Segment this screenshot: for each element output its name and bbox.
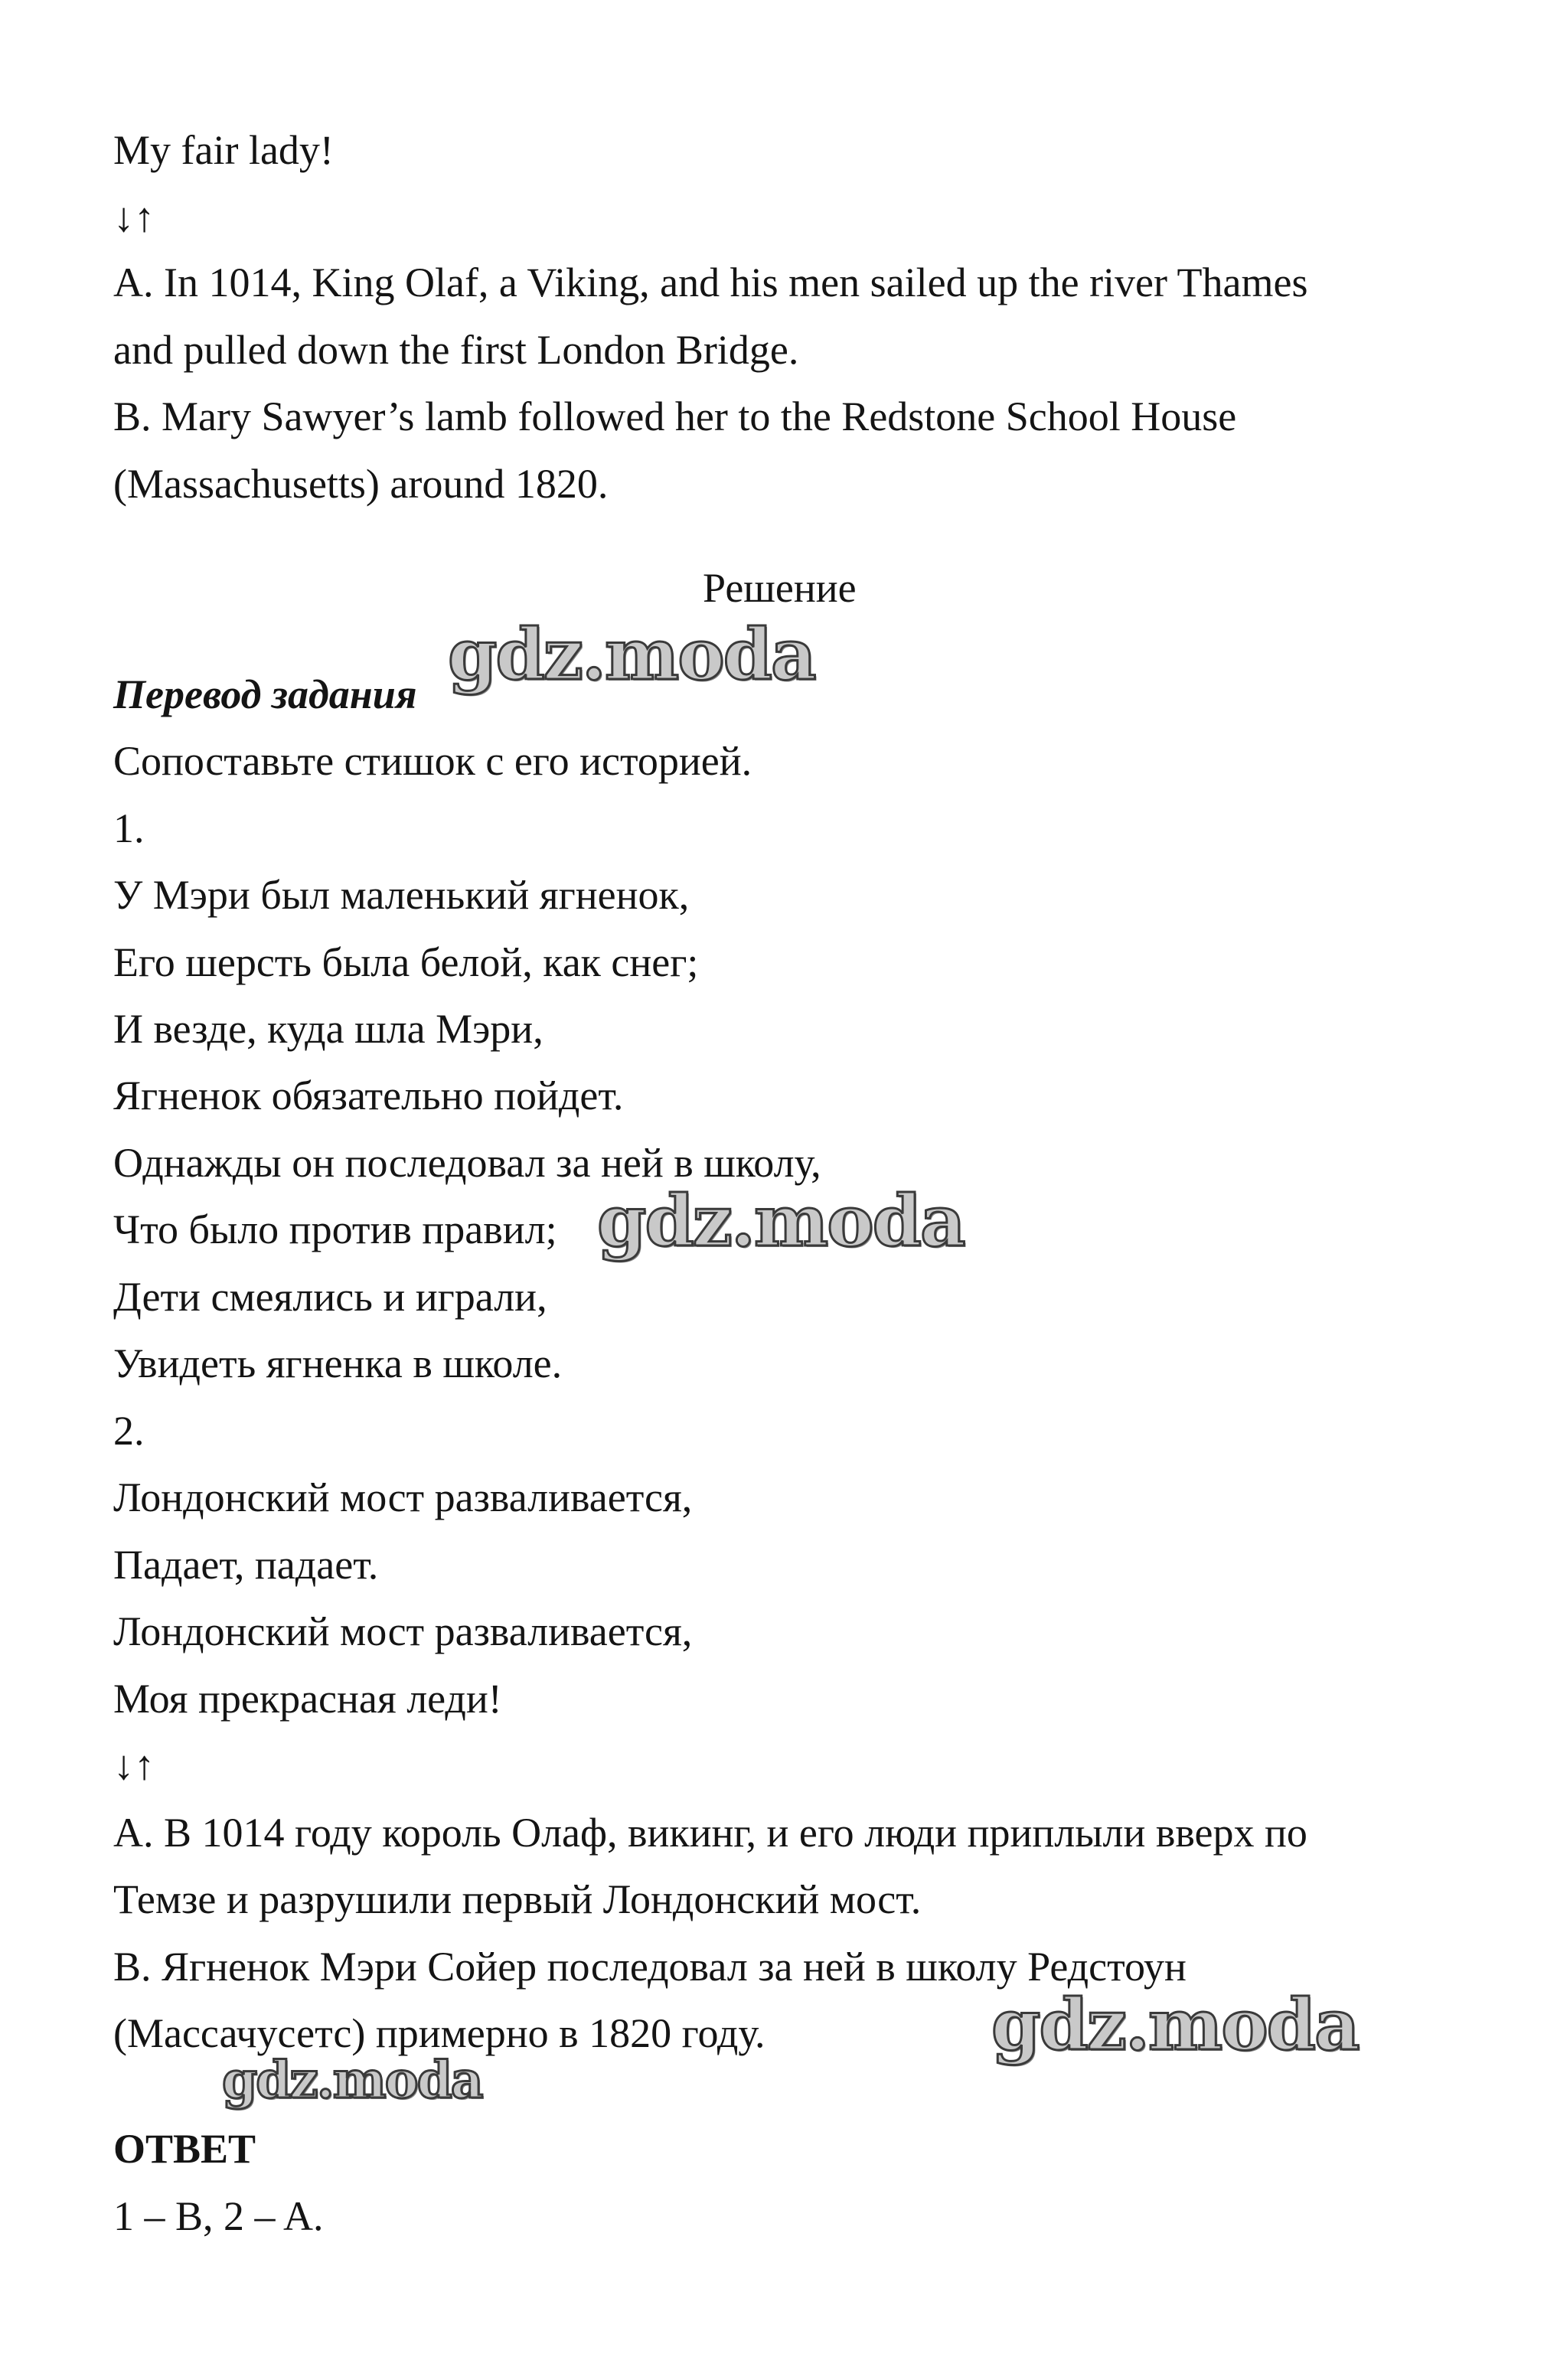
poem2-number: 2.	[113, 1408, 145, 1454]
story-a-line-2: and pulled down the first London Bridge.	[113, 327, 799, 373]
solution-heading: Решение	[703, 565, 857, 611]
watermark-logo: gdz.moda	[448, 613, 815, 696]
translation-story-a-line-2: Темзе и разрушили первый Лондонский мост.	[113, 1876, 922, 1922]
story-b-line-2: (Massachusetts) around 1820.	[113, 461, 609, 507]
story-a-line-1: A. In 1014, King Olaf, a Viking, and his men sailed up the river Thames	[113, 260, 1308, 305]
poem2-line: Лондонский мост разваливается,	[113, 1474, 693, 1520]
poem1-line: Что было против правил;	[113, 1206, 557, 1252]
translation-heading: Перевод задания	[113, 671, 417, 717]
answer-heading: ОТВЕТ	[113, 2126, 256, 2172]
poem1-line: Его шерсть была белой, как снег;	[113, 939, 699, 985]
poem1-line: И везде, куда шла Мэри,	[113, 1006, 544, 1052]
translation-story-a-line-1: A. В 1014 году король Олаф, викинг, и его люди приплыли вверх по	[113, 1810, 1307, 1856]
watermark-logo: gdz.moda	[597, 1180, 965, 1262]
translation-instruction: Сопоставьте стишок с его историей.	[113, 738, 752, 784]
answer-text: 1 – B, 2 – A.	[113, 2193, 324, 2239]
poem2-line: Лондонский мост разваливается,	[113, 1608, 693, 1654]
translation-story-b-line-2: (Массачусетс) примерно в 1820 году.	[113, 2010, 765, 2056]
poem2-line: Моя прекрасная леди!	[113, 1676, 502, 1722]
arrows-symbol: ↓↑	[113, 1742, 155, 1788]
poem1-number: 1.	[113, 805, 145, 851]
arrows-symbol: ↓↑	[113, 194, 155, 240]
poem1-line: Увидеть ягненка в школе.	[113, 1340, 563, 1386]
poem1-line: Ягненок обязательно пойдет.	[113, 1072, 624, 1118]
poem2-line: Падает, падает.	[113, 1542, 379, 1588]
translation-story-b-line-1: B. Ягненок Мэри Сойер последовал за ней в школу Редстоун	[113, 1944, 1187, 1990]
story-b-line-1: B. Mary Sawyer’s lamb followed her to the Redstone School House	[113, 393, 1237, 439]
watermark-logo: gdz.moda	[991, 1983, 1359, 2066]
poem1-line: Дети смеялись и играли,	[113, 1274, 547, 1320]
poem1-line: Однажды он последовал за ней в школу,	[113, 1140, 821, 1186]
poem1-line: У Мэри был маленький ягненок,	[113, 872, 690, 918]
poem-end-line: My fair lady!	[113, 127, 334, 173]
watermark-logo: gdz.moda	[222, 2050, 482, 2110]
